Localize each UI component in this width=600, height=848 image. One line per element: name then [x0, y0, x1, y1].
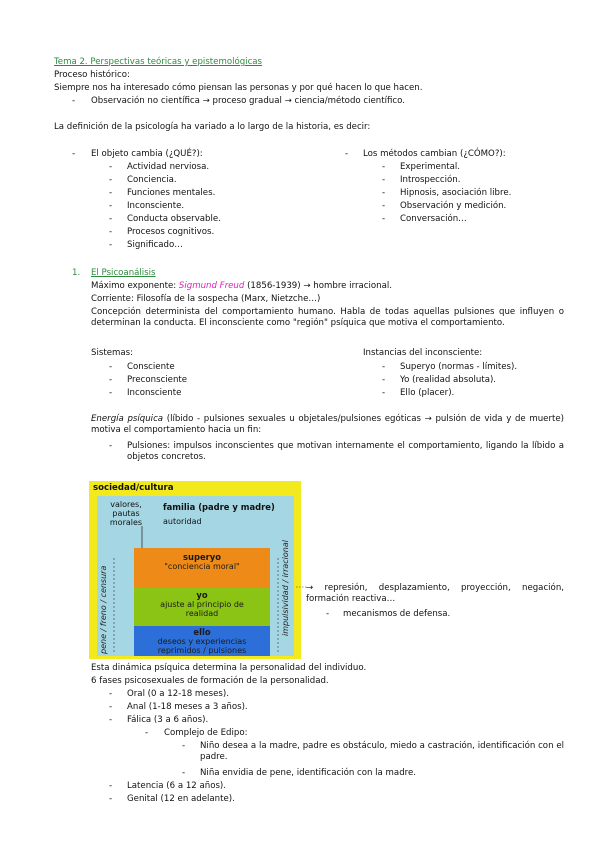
left-vertical-label: pene / freno / censura: [99, 565, 108, 654]
edipo-nina: Niña envidia de pene, identificación con la madre.: [200, 768, 417, 778]
list-item: Significado…: [127, 240, 183, 250]
freud-name: Sigmund Freud: [178, 281, 245, 291]
list-item: Experimental.: [400, 162, 461, 172]
dinamica-line: Esta dinámica psíquica determina la personalidad del individuo.: [91, 663, 367, 673]
fase-latencia: Latencia (6 a 12 años).: [127, 781, 227, 791]
concepcion-paragraph: Concepción determinista del comportamiento humano. Habla de todas aquellas pulsiones que influyen o determinan la conducta. El inconsciente como "región" psíquica que motiva el comportamiento.: [91, 307, 564, 328]
intro-line: Siempre nos ha interesado cómo piensan las personas y por qué hacen lo que hacen.: [54, 83, 423, 93]
list-dash: -: [109, 781, 113, 791]
list-dash: -: [109, 715, 113, 725]
fase-anal: Anal (1-18 meses a 3 años).: [127, 702, 248, 712]
list-item: Actividad nerviosa.: [127, 162, 210, 172]
list-dash: -: [382, 201, 386, 211]
list-dash: -: [382, 375, 386, 385]
energia-paragraph: Energía psíquica (líbido - pulsiones sexuales u objetales/pulsiones egóticas → pulsión de vida y de muerte) motiva el comportamiento hacia un fin:: [91, 414, 564, 435]
list-dash: -: [109, 240, 113, 250]
list-item: Procesos cognitivos.: [127, 227, 215, 237]
list-dash: -: [382, 214, 386, 224]
ello-box: [134, 626, 270, 656]
list-dash: -: [109, 162, 113, 172]
energia-term: Energía psíquica: [91, 414, 164, 424]
ello-heading: ello: [193, 627, 211, 637]
list-dash: -: [109, 227, 113, 237]
list-dash: -: [109, 388, 113, 398]
list-dash: -: [109, 201, 113, 211]
list-dash: -: [109, 375, 113, 385]
list-dash: -: [109, 794, 113, 804]
list-dash: -: [182, 741, 186, 751]
list-item: Superyo (normas - límites).: [400, 362, 518, 372]
list-item: Preconsciente: [127, 375, 188, 385]
familia-label: familia (padre y madre): [163, 502, 275, 512]
bullet-dash: -: [72, 149, 76, 159]
como-heading: Los métodos cambian (¿CÓMO?):: [363, 149, 506, 159]
corriente-line: Corriente: Filosofía de la sospecha (Marx, Nietzche…): [91, 294, 321, 304]
list-item: Conducta observable.: [127, 214, 221, 224]
list-item: Ello (placer).: [400, 388, 455, 398]
superyo-text: "conciencia moral": [164, 562, 240, 571]
ello-text: deseos y experiencias reprimidos / pulsiones: [157, 637, 247, 655]
list-dash: -: [109, 188, 113, 198]
list-dash: -: [109, 702, 113, 712]
instancias-heading: Instancias del inconsciente:: [363, 348, 483, 358]
fases-heading: 6 fases psicosexuales de formación de la personalidad.: [91, 676, 329, 686]
diagram-inner: [97, 496, 294, 656]
yo-heading: yo: [196, 590, 208, 600]
autoridad-label: autoridad: [163, 517, 202, 526]
list-dash: -: [109, 175, 113, 185]
freud-structure-diagram: [89, 481, 301, 659]
right-vertical-label: impulsividad / irracional: [281, 540, 290, 636]
list-dash: -: [109, 441, 113, 451]
exponent-line: Máximo exponente: Sigmund Freud (1856-1939) → hombre irracional.: [91, 281, 392, 291]
sistemas-heading: Sistemas:: [91, 348, 133, 358]
page-title: Tema 2. Perspectivas teóricas y epistemológicas: [54, 57, 263, 67]
pulsiones-paragraph: Pulsiones: impulsos inconscientes que motivan internamente el comportamiento, ligando la líbido a objetos concretos.: [127, 441, 564, 462]
defense-bullet: mecanismos de defensa.: [343, 609, 451, 619]
list-dash: -: [326, 609, 330, 619]
list-item: Introspección.: [400, 175, 461, 185]
list-dash: -: [382, 188, 386, 198]
edipo-heading: Complejo de Edipo:: [164, 728, 248, 738]
que-heading: El objeto cambia (¿QUÉ?):: [91, 149, 203, 159]
proceso-heading: Proceso histórico:: [54, 70, 130, 80]
list-dash: -: [382, 175, 386, 185]
fase-falica: Fálica (3 a 6 años).: [127, 715, 209, 725]
edipo-nino: Niño desea a la madre, padre es obstáculo, miedo a castración, identificación con el padre.: [200, 741, 564, 762]
bullet-dash: -: [345, 149, 349, 159]
list-item: Observación y medición.: [400, 201, 507, 211]
intro-bullet: Observación no científica → proceso gradual → ciencia/método científico.: [91, 96, 405, 106]
list-dash: -: [382, 362, 386, 372]
bullet-dash: -: [72, 96, 76, 106]
yo-text: ajuste al principio de realidad: [160, 600, 244, 618]
list-item: Consciente: [127, 362, 175, 372]
superyo-heading: superyo: [183, 552, 221, 562]
list-dash: -: [145, 728, 149, 738]
superyo-box: [134, 548, 270, 588]
list-dash: -: [382, 388, 386, 398]
section-title: El Psicoanálisis: [91, 268, 156, 278]
list-item: Inconsciente.: [127, 201, 185, 211]
list-dash: -: [109, 214, 113, 224]
list-item: Conversación…: [400, 214, 467, 224]
fase-oral: Oral (0 a 12-18 meses).: [127, 689, 229, 699]
yo-box: [134, 588, 270, 626]
sociedad-label: sociedad/cultura: [93, 483, 174, 493]
definition-line: La definición de la psicología ha variado a lo largo de la historia, es decir:: [54, 122, 371, 132]
list-dash: -: [109, 689, 113, 699]
list-dash: -: [382, 162, 386, 172]
list-item: Inconsciente: [127, 388, 182, 398]
list-item: Conciencia.: [127, 175, 177, 185]
fase-genital: Genital (12 en adelante).: [127, 794, 235, 804]
section-number: 1.: [72, 268, 81, 278]
valores-label: valores, pautas morales: [109, 500, 143, 527]
list-item: Funciones mentales.: [127, 188, 216, 198]
list-item: Hipnosis, asociación libre.: [400, 188, 512, 198]
list-item: Yo (realidad absoluta).: [400, 375, 497, 385]
defense-text: → represión, desplazamiento, proyección, negación, formación reactiva…: [306, 583, 564, 604]
list-dash: -: [109, 362, 113, 372]
list-dash: -: [182, 768, 186, 778]
